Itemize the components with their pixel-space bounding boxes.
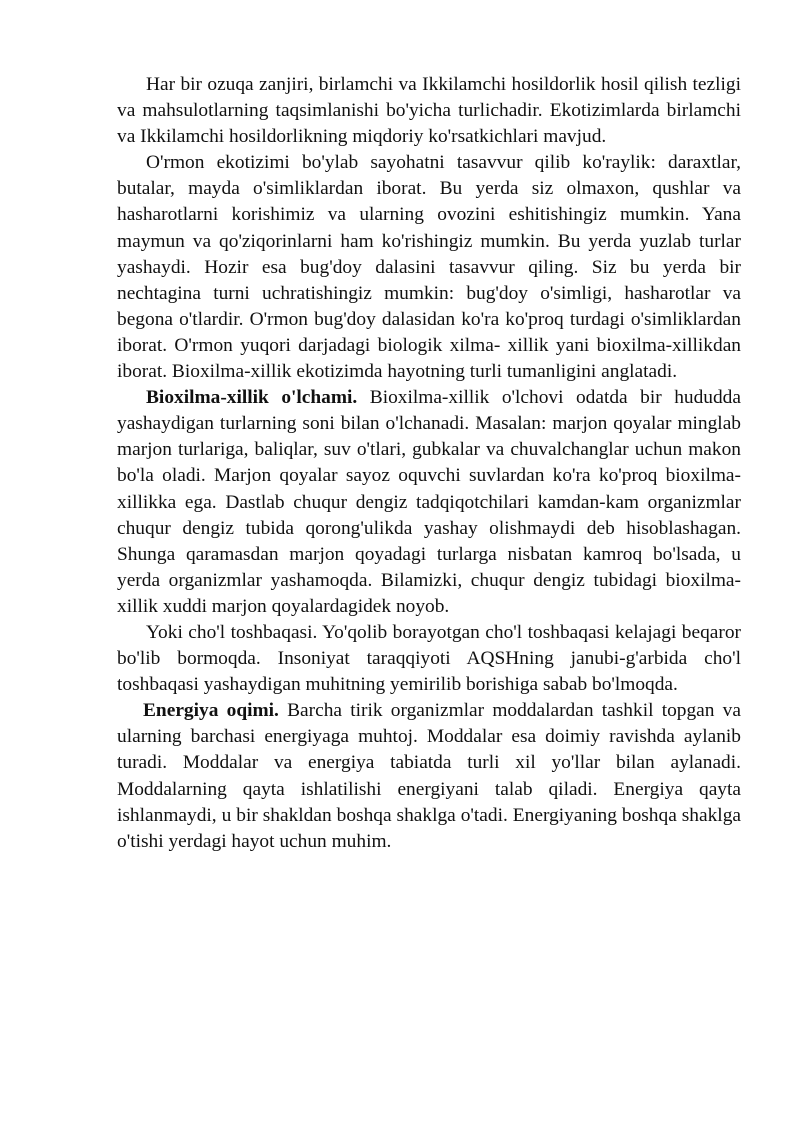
paragraph-forest-ecosystem [117,150,741,385]
paragraph-desert-tortoise [117,620,741,698]
document-page [117,72,741,855]
paragraph-text: Yoki cho'l toshbaqasi. Yo'qolib borayotgan cho'l toshbaqasi kelajagi beqaror bo'lib bormoqda. Insoniyat taraqqiyoti AQSHning janubi-g'arbida cho'l toshbaqasi yashaydigan muhitning yemirilib borishiga sabab bo'lmoqda. [117,621,741,696]
paragraph-text: Har bir ozuqa zanjiri, birlamchi va Ikkilamchi hosildorlik hosil qilish tezligi va mahsulotlarning taqsimlanishi bo'yicha turlichadir. Ekotizimlarda birlamchi va Ikkilamchi hosildorlikning miqdoriy ko'rsatkichlari mavjud. [117,74,741,148]
paragraph-heading: Energiya oqimi. [143,700,279,722]
paragraph-biodiversity-measure [117,385,741,620]
paragraph-energy-flow [117,698,741,855]
paragraph-heading: Bioxilma-xillik o'lchami. [146,387,358,409]
paragraph-text: Barcha tirik organizmlar moddalardan tashkil topgan va ularning barchasi energiyaga muhtoj. Moddalar esa doimiy ravishda aylanib turadi. Moddalar va energiya tabiatda turli xil yo'llar bilan aylanadi. Moddalarning qayta ishlatilishi energiyani talab qiladi. Energiya qayta ishlanmaydi, u bir shakldan boshqa shaklga o'tadi. Energiyaning boshqa shaklga o'tishi yerdagi hayot uchun muhim. [117,700,741,852]
paragraph-productivity [117,72,741,150]
paragraph-text: O'rmon ekotizimi bo'ylab sayohatni tasavvur qilib ko'raylik: daraxtlar, butalar, mayda o'simliklardan iborat. Bu yerda siz olmaxon, qushlar va hasharotlarni korishimiz va ularning ovozini eshitishingiz mumkin. Yana maymun va qo'ziqorinlarni ham ko'rishingiz mumkin. Bu yerda yuzlab turlar yashaydi. Hozir esa bug'doy dalasini tasavvur qiling. Siz bu yerda bir nechtagina turni uchratishingiz mumkin: bug'doy o'simligi, hasharotlar va begona o'tlardir. O'rmon bug'doy dalasidan ko'ra ko'proq turdagi o'simliklardan iborat. O'rmon yuqori darjadagi biologik xilma- xillik yani bioxilma-xillikdan iborat. Bioxilma-xillik ekotizimda hayotning turli tumanligini anglatadi. [117,152,741,383]
paragraph-text: Bioxilma-xillik o'lchovi odatda bir hududda yashaydigan turlarning soni bilan o'lchanadi. Masalan: marjon qoyalar minglab marjon turlariga, baliqlar, suv o'tlari, gubkalar va chuvalchanglar uchun makon bo'la oladi. Marjon qoyalar sayoz oquvchi suvlardan ko'ra ko'proq bioxilma-xillikka ega. Dastlab chuqur dengiz tadqiqotchilari kamdan-kam organizmlar chuqur dengiz tubida qorong'ulikda yashay olishmaydi deb hisoblashagan. Shunga qaramasdan marjon qoyadagi turlarga nisbatan kamroq bo'lsada, u yerda organizmlar yashamoqda. Bilamizki, chuqur dengiz tubidagi bioxilma-xillik xuddi marjon qoyalardagidek noyob. [117,387,741,617]
